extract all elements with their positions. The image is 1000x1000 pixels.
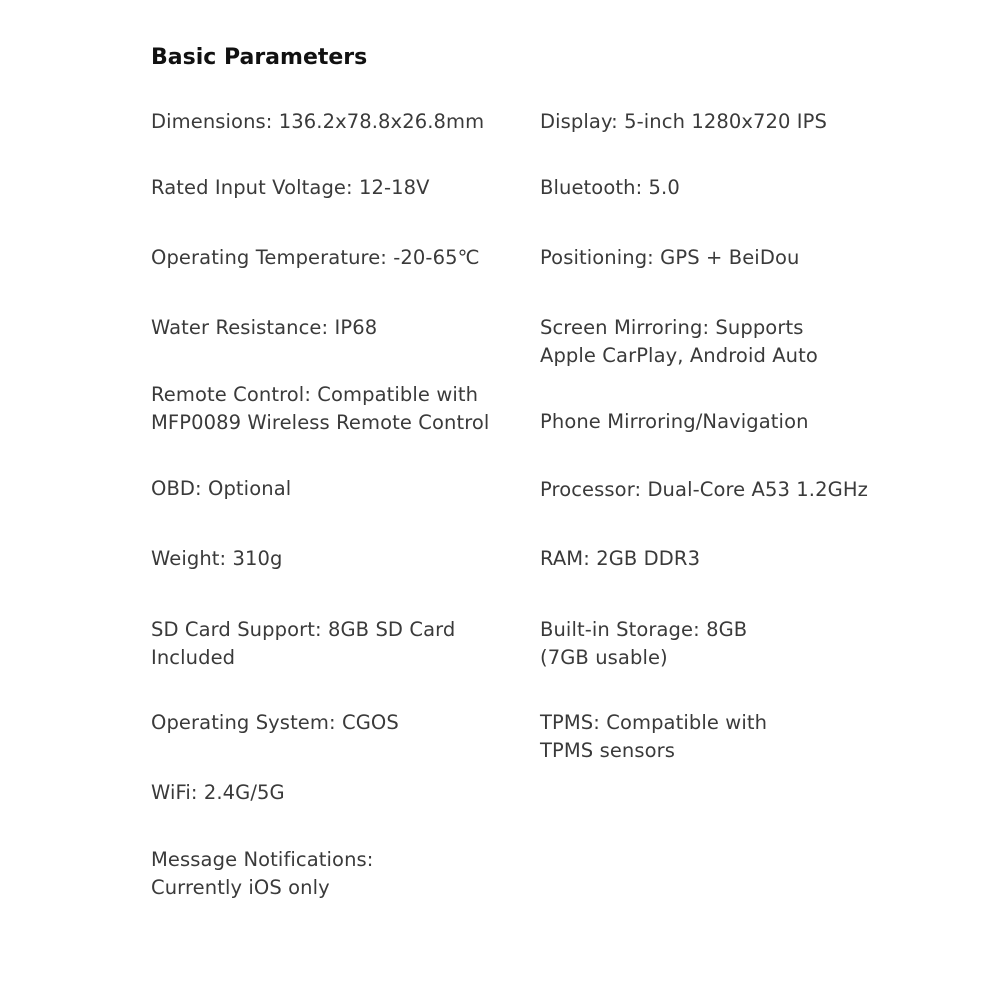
spec-bluetooth: Bluetooth: 5.0: [540, 176, 680, 199]
spec-tpms: TPMS: Compatible with TPMS sensors: [540, 711, 768, 762]
spec-weight: Weight: 310g: [151, 547, 283, 570]
spec-sd-card-support: SD Card Support: 8GB SD Card Included: [151, 618, 456, 669]
section-title: Basic Parameters: [151, 45, 368, 70]
spec-message-notifications: Message Notifications: Currently iOS only: [151, 848, 374, 899]
spec-built-in-storage: Built-in Storage: 8GB (7GB usable): [540, 618, 748, 669]
spec-screen-mirroring: Screen Mirroring: Supports Apple CarPlay, Android Auto: [540, 316, 818, 367]
spec-phone-mirroring-navigation: Phone Mirroring/Navigation: [540, 410, 809, 433]
spec-ram: RAM: 2GB DDR3: [540, 547, 701, 570]
spec-dimensions: Dimensions: 136.2x78.8x26.8mm: [151, 110, 485, 133]
spec-operating-temperature: Operating Temperature: -20-65℃: [151, 246, 480, 269]
spec-display: Display: 5-inch 1280x720 IPS: [540, 110, 827, 133]
spec-obd: OBD: Optional: [151, 477, 292, 500]
spec-rated-input-voltage: Rated Input Voltage: 12-18V: [151, 176, 430, 199]
spec-positioning: Positioning: GPS + BeiDou: [540, 246, 800, 269]
spec-wifi: WiFi: 2.4G/5G: [151, 781, 285, 804]
spec-remote-control: Remote Control: Compatible with MFP0089 Wireless Remote Control: [151, 383, 490, 434]
spec-operating-system: Operating System: CGOS: [151, 711, 399, 734]
spec-processor: Processor: Dual-Core A53 1.2GHz: [540, 478, 868, 501]
spec-water-resistance: Water Resistance: IP68: [151, 316, 378, 339]
